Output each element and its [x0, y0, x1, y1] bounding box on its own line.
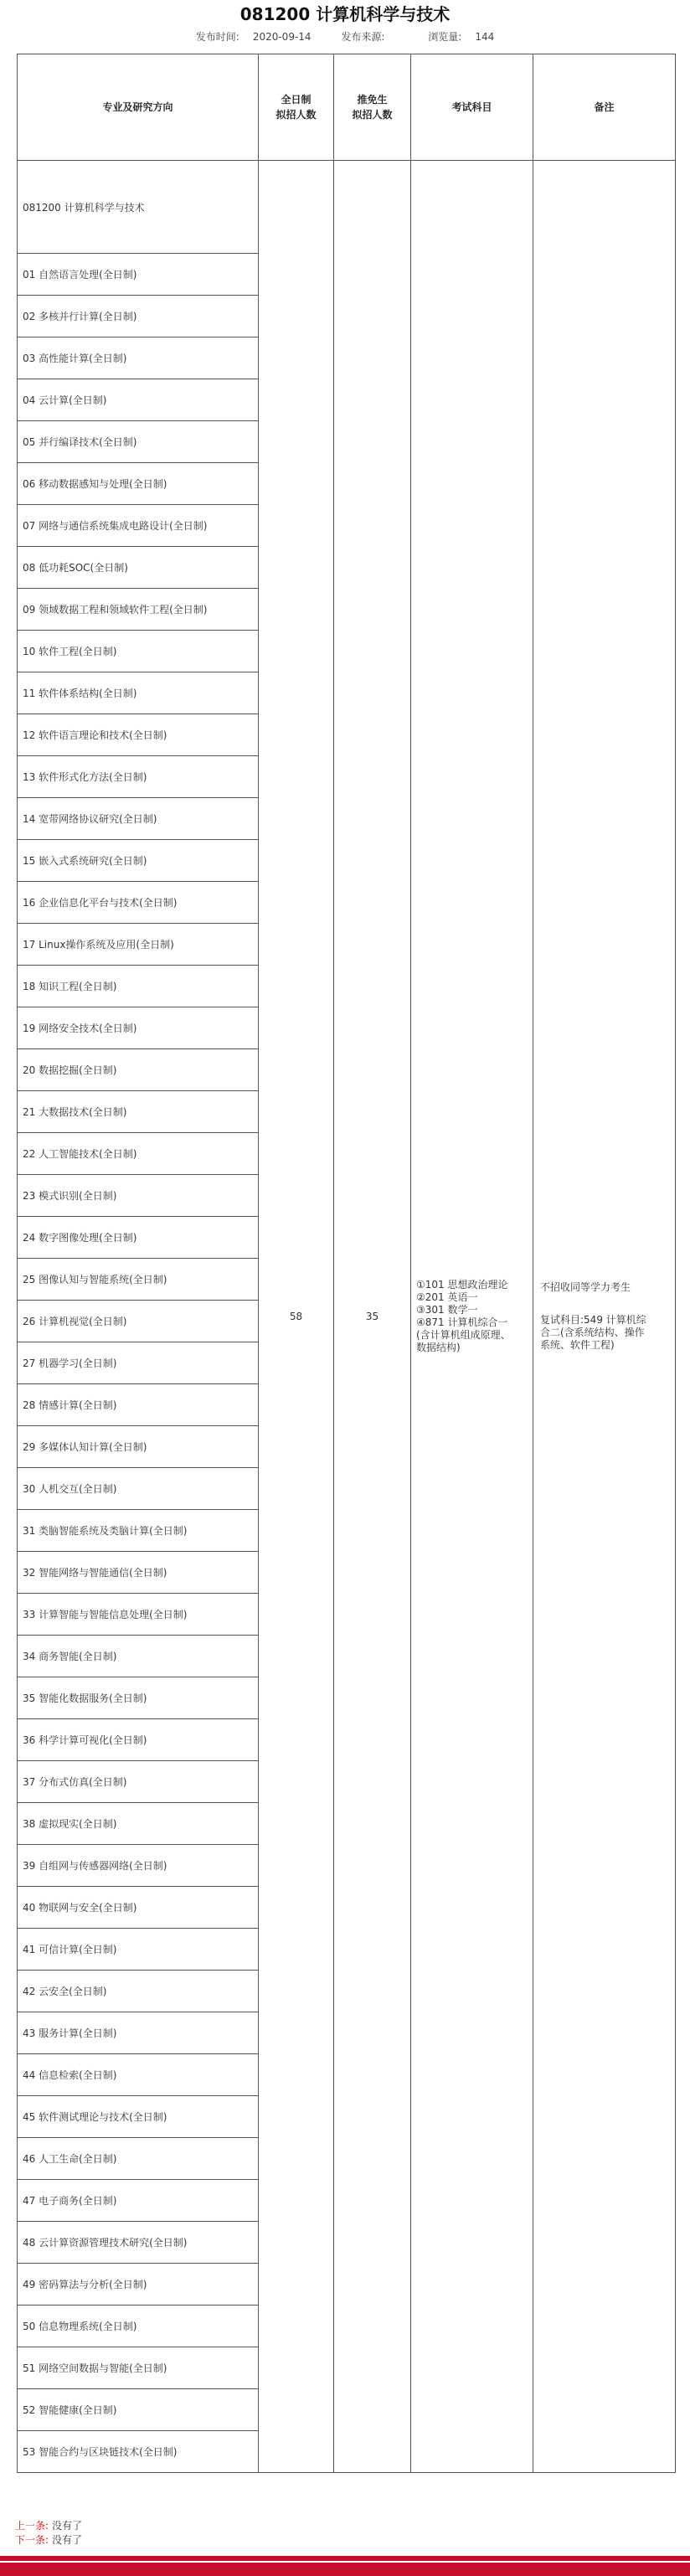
publish-time-label: 发布时间:	[195, 31, 239, 43]
direction-cell: 48 云计算资源管理技术研究(全日制)	[18, 2222, 259, 2264]
direction-cell: 20 数据挖掘(全日制)	[18, 1049, 259, 1091]
direction-cell: 09 领域数据工程和领域软件工程(全日制)	[18, 589, 259, 631]
direction-cell: 11 软件体系结构(全日制)	[18, 672, 259, 714]
header-fulltime-line2: 拟招人数	[275, 109, 317, 121]
direction-cell: 43 服务计算(全日制)	[18, 2012, 259, 2054]
note-line: 不招收同等学力考生	[540, 1281, 631, 1293]
subject-line: ④871 计算机综合一	[416, 1316, 508, 1328]
prev-next-nav	[15, 2519, 82, 2548]
direction-cell: 30 人机交互(全日制)	[18, 1468, 259, 1510]
publish-source	[334, 31, 404, 43]
direction-cell: 18 知识工程(全日制)	[18, 966, 259, 1007]
note-gap	[533, 1294, 675, 1314]
direction-cell: 40 物联网与安全(全日制)	[18, 1887, 259, 1929]
fulltime-count: 58	[259, 161, 334, 2473]
direction-cell: 21 大数据技术(全日制)	[18, 1091, 259, 1133]
direction-cell: 32 智能网络与智能通信(全日制)	[18, 1552, 259, 1594]
direction-cell: 29 多媒体认知计算(全日制)	[18, 1426, 259, 1468]
subject-line: (含计算机组成原理、	[416, 1329, 511, 1341]
header-exempt	[334, 54, 411, 161]
table-row	[18, 161, 676, 254]
exam-subjects	[411, 161, 533, 2473]
direction-cell: 53 智能合约与区块链技术(全日制)	[18, 2431, 259, 2473]
footer-bar	[0, 2556, 690, 2576]
direction-cell: 33 计算智能与智能信息处理(全日制)	[18, 1594, 259, 1636]
publish-time-value: 2020-09-14	[252, 31, 312, 43]
page-title: 081200 计算机科学与技术	[239, 4, 451, 24]
direction-cell: 51 网络空间数据与智能(全日制)	[18, 2347, 259, 2389]
direction-cell: 17 Linux操作系统及应用(全日制)	[18, 924, 259, 966]
direction-cell: 07 网络与通信系统集成电路设计(全日制)	[18, 505, 259, 547]
direction-cell: 08 低功耗SOC(全日制)	[18, 547, 259, 589]
direction-cell: 50 信息物理系统(全日制)	[18, 2306, 259, 2347]
direction-cell: 13 软件形式化方法(全日制)	[18, 756, 259, 798]
publish-time	[189, 31, 318, 43]
direction-cell: 23 模式识别(全日制)	[18, 1175, 259, 1217]
direction-cell: 25 图像认知与智能系统(全日制)	[18, 1259, 259, 1301]
direction-cell: 41 可信计算(全日制)	[18, 1929, 259, 1971]
next-link[interactable]	[15, 2533, 82, 2548]
direction-cell: 16 企业信息化平台与技术(全日制)	[18, 882, 259, 924]
next-label: 下一条:	[15, 2534, 49, 2546]
direction-cell: 05 并行编译技术(全日制)	[18, 421, 259, 463]
direction-cell: 36 科学计算可视化(全日制)	[18, 1719, 259, 1761]
direction-cell: 49 密码算法与分析(全日制)	[18, 2264, 259, 2306]
header-exempt-line2: 拟招人数	[352, 109, 393, 121]
header-notes: 备注	[533, 54, 676, 161]
prev-label: 上一条:	[15, 2520, 49, 2532]
view-count-label: 浏览量:	[428, 31, 462, 43]
direction-cell: 22 人工智能技术(全日制)	[18, 1133, 259, 1175]
direction-cell: 44 信息检索(全日制)	[18, 2054, 259, 2096]
header-exempt-line1: 推免生	[357, 94, 388, 106]
enrollment-table	[17, 54, 676, 2473]
view-count-value: 144	[475, 31, 495, 43]
direction-cell: 02 多核并行计算(全日制)	[18, 296, 259, 337]
view-count	[421, 31, 501, 43]
footer-stripe	[0, 2561, 690, 2563]
note-line: 合二(含系统结构、操作	[540, 1327, 645, 1338]
direction-cell: 01 自然语言处理(全日制)	[18, 254, 259, 296]
direction-cell: 14 宽带网络协议研究(全日制)	[18, 798, 259, 840]
notes-cell	[533, 161, 676, 2473]
direction-cell: 19 网络安全技术(全日制)	[18, 1007, 259, 1049]
note-line: 复试科目:549 计算机综	[540, 1314, 646, 1326]
header-fulltime	[259, 54, 334, 161]
article-meta	[0, 28, 690, 45]
subject-line: ②201 英语一	[416, 1291, 478, 1303]
header-direction: 专业及研究方向	[18, 54, 259, 161]
direction-cell: 52 智能健康(全日制)	[18, 2389, 259, 2431]
direction-cell: 06 移动数据感知与处理(全日制)	[18, 463, 259, 505]
prev-value: 没有了	[52, 2520, 83, 2532]
direction-cell: 42 云安全(全日制)	[18, 1971, 259, 2012]
direction-cell: 27 机器学习(全日制)	[18, 1342, 259, 1384]
publish-source-label: 发布来源:	[341, 31, 385, 43]
direction-cell: 26 计算机视觉(全日制)	[18, 1301, 259, 1342]
direction-cell: 39 自组网与传感器网络(全日制)	[18, 1845, 259, 1887]
table-body	[18, 161, 676, 2473]
major-cell: 081200 计算机科学与技术	[18, 161, 259, 254]
exempt-count: 35	[334, 161, 411, 2473]
header-subjects: 考试科目	[411, 54, 533, 161]
direction-cell: 31 类脑智能系统及类脑计算(全日制)	[18, 1510, 259, 1552]
subject-line: 数据结构)	[416, 1342, 461, 1353]
direction-cell: 12 软件语言理论和技术(全日制)	[18, 714, 259, 756]
note-line: 系统、软件工程)	[540, 1339, 615, 1351]
prev-link[interactable]	[15, 2519, 82, 2533]
direction-cell: 34 商务智能(全日制)	[18, 1636, 259, 1677]
subject-line: ①101 思想政治理论	[416, 1279, 508, 1291]
direction-cell: 45 软件测试理论与技术(全日制)	[18, 2096, 259, 2138]
next-value: 没有了	[52, 2534, 83, 2546]
header-fulltime-line1: 全日制	[281, 94, 312, 106]
subject-line: ③301 数学一	[416, 1304, 478, 1316]
direction-cell: 38 虚拟现实(全日制)	[18, 1803, 259, 1845]
direction-cell: 28 情感计算(全日制)	[18, 1384, 259, 1426]
direction-cell: 47 电子商务(全日制)	[18, 2180, 259, 2222]
direction-cell: 24 数字图像处理(全日制)	[18, 1217, 259, 1259]
direction-cell: 03 高性能计算(全日制)	[18, 337, 259, 379]
direction-cell: 35 智能化数据服务(全日制)	[18, 1677, 259, 1719]
direction-cell: 04 云计算(全日制)	[18, 379, 259, 421]
direction-cell: 46 人工生命(全日制)	[18, 2138, 259, 2180]
direction-cell: 10 软件工程(全日制)	[18, 631, 259, 672]
direction-cell: 37 分布式仿真(全日制)	[18, 1761, 259, 1803]
direction-cell: 15 嵌入式系统研究(全日制)	[18, 840, 259, 882]
table-header-row	[18, 54, 676, 161]
